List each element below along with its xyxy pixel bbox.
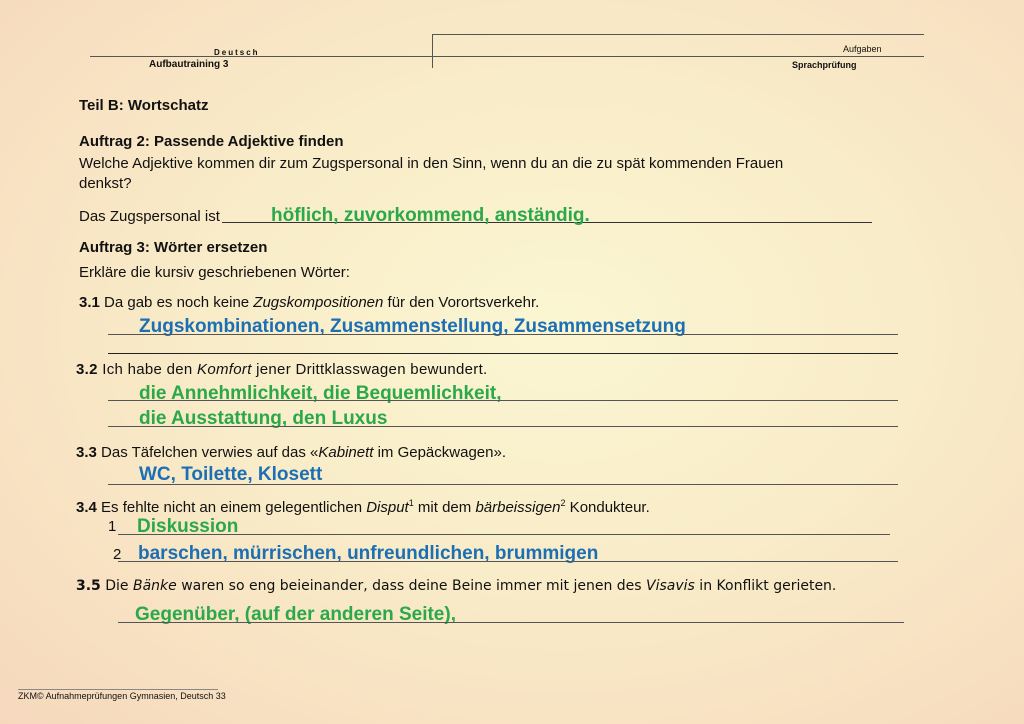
item-3-5-text (76, 578, 836, 594)
text-fragment: waren so eng beieinander, dass deine Beine immer mit jenen des (176, 578, 647, 594)
task2-question-line1: Welche Adjektive kommen dir zum Zugspersonal in den Sinn, wenn du an die zu spät kommenden Frauen (79, 155, 784, 172)
item-number: 3.3 (76, 444, 97, 461)
header-section: Aufgaben (843, 44, 882, 54)
task3-title: Auftrag 3: Wörter ersetzen (79, 239, 268, 256)
item-3-2-answer-2: die Ausstattung, den Luxus (139, 408, 388, 429)
item-number: 3.5 (76, 578, 101, 594)
header-course: Aufbautraining 3 (149, 59, 229, 70)
task3-instruction: Erkläre die kursiv geschriebenen Wörter: (79, 264, 350, 281)
answer-line (118, 622, 904, 623)
item-3-4-answer-1: Diskussion (137, 516, 239, 537)
text-fragment: Es fehlte nicht an einem gelegentlichen (96, 499, 367, 516)
text-fragment: mit dem (413, 499, 476, 516)
footnote-marker: 1 (408, 498, 414, 508)
italic-word: Visavis (646, 578, 695, 594)
italic-word: Kabinett (318, 444, 374, 461)
part-title: Teil B: Wortschatz (79, 97, 209, 114)
footer-text: ZKM© Aufnahmeprüfungen Gymnasien, Deutsch 33 (18, 691, 226, 701)
task2-title: Auftrag 2: Passende Adjektive finden (79, 133, 344, 150)
text-fragment: im Gepäckwagen». (373, 444, 506, 461)
italic-word: Zugskompositionen (253, 294, 384, 311)
answer-line (108, 353, 898, 354)
footnote-marker: 2 (560, 498, 566, 508)
answer-line (118, 561, 898, 562)
item-3-4-label-1: 1 (108, 518, 117, 535)
item-number: 3.2 (76, 361, 98, 378)
text-fragment: jener Drittklasswagen bewundert. (251, 361, 488, 378)
item-3-4-text (76, 498, 650, 516)
header-left-rule (90, 56, 432, 57)
item-3-4-answer-2: barschen, mürrischen, unfreundlichen, brummigen (138, 543, 599, 564)
item-3-3-answer: WC, Toilette, Klosett (139, 464, 323, 485)
task2-question-line2: denkst? (79, 175, 132, 192)
answer-line (108, 426, 898, 427)
italic-word: Bänke (133, 578, 177, 594)
item-3-2-text (76, 361, 488, 378)
header-top-rule (432, 34, 924, 35)
header-exam: Sprachprüfung (792, 60, 857, 70)
item-number: 3.4 (76, 499, 97, 516)
italic-word: Komfort (197, 361, 252, 378)
header-right-rule (432, 56, 924, 57)
italic-word: Disput (366, 499, 409, 516)
header-subject: Deutsch (214, 48, 260, 57)
footer-rule (18, 689, 218, 690)
item-3-1-answer: Zugskombinationen, Zusammenstellung, Zusammensetzung (139, 316, 686, 337)
item-number: 3.1 (79, 294, 100, 311)
answer-line (118, 534, 890, 535)
item-3-5-answer: Gegenüber, (auf der anderen Seite), (135, 604, 456, 625)
text-fragment: Das Täfelchen verwies auf das « (96, 444, 319, 461)
header-divider (432, 34, 433, 68)
answer-line (108, 400, 898, 401)
item-3-4-label-2: 2 (113, 546, 122, 563)
answer-line (108, 484, 898, 485)
text-fragment: Kondukteur. (565, 499, 650, 516)
text-fragment: Ich habe den (97, 361, 198, 378)
text-fragment: Da gab es noch keine (99, 294, 254, 311)
task2-answer: höflich, zuvorkommend, anständig. (271, 205, 590, 226)
item-3-1-text (79, 294, 539, 311)
answer-line (108, 334, 898, 335)
italic-word: bärbeissigen (475, 499, 561, 516)
text-fragment: für den Vorortsverkehr. (383, 294, 540, 311)
text-fragment: Die (100, 578, 133, 594)
text-fragment: in Konflikt gerieten. (694, 578, 837, 594)
task2-prompt: Das Zugspersonal ist (79, 208, 220, 225)
item-3-3-text (76, 444, 506, 461)
item-3-2-answer-1: die Annehmlichkeit, die Bequemlichkeit, (139, 383, 502, 404)
